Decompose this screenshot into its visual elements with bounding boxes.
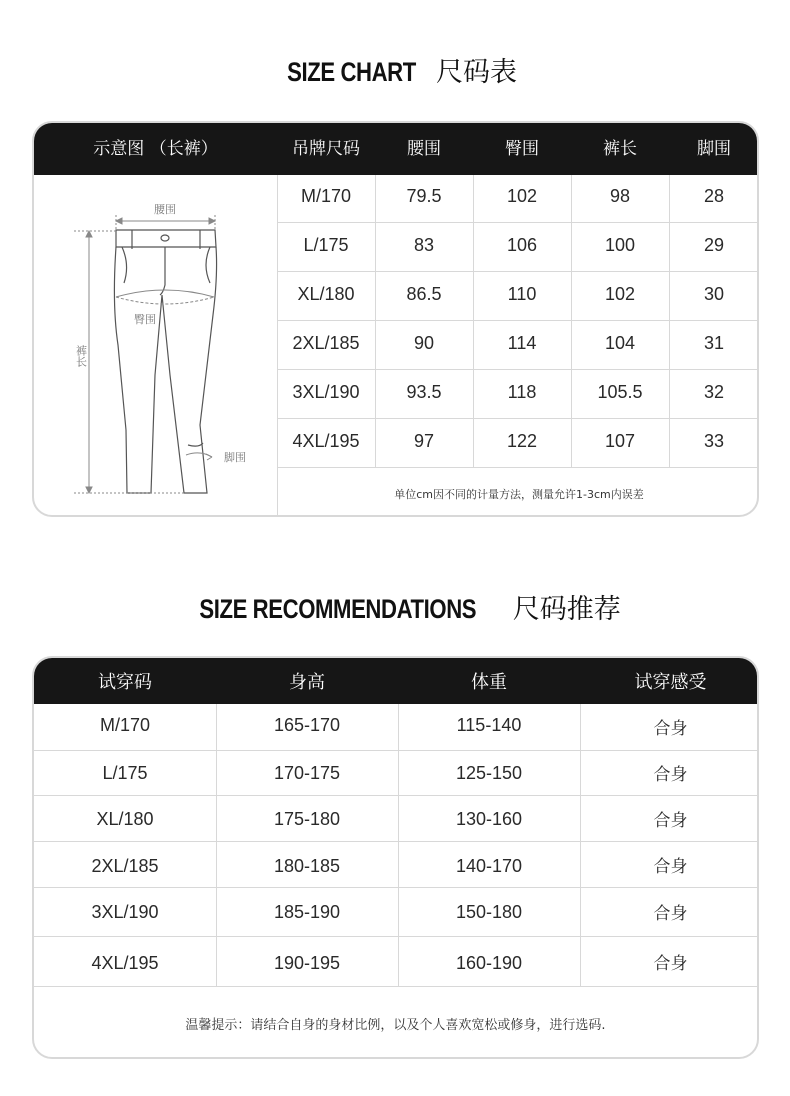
grid-line — [34, 841, 759, 842]
cell-weight: 115-140 — [456, 715, 522, 735]
cell-hem: 28 — [703, 186, 725, 206]
grid-line — [34, 986, 759, 987]
recommendations-header — [34, 658, 757, 704]
size-chart-table — [32, 121, 759, 517]
grid-line — [34, 795, 759, 796]
cell-waist: 83 — [413, 235, 435, 255]
grid-line — [277, 320, 759, 321]
measurement-note: 单位cm因不同的计量方法，测量允许1-3cm内误差 — [394, 488, 644, 501]
recommendations-title-zh: 尺码推荐 — [512, 594, 621, 625]
grid-line — [277, 418, 759, 419]
header-waist: 腰围 — [407, 139, 441, 159]
header-diagram: 示意图 （长裤） — [93, 139, 218, 159]
grid-line — [375, 175, 376, 467]
cell-hip: 118 — [507, 382, 537, 402]
header-tag-size: 吊牌尺码 — [292, 139, 360, 159]
diagram-label-hem: 脚围 — [224, 451, 246, 464]
cell-hip: 102 — [506, 186, 538, 206]
size-chart-header — [34, 123, 757, 175]
header-hem: 脚围 — [697, 139, 731, 159]
cell-fit: 合身 — [653, 765, 688, 784]
grid-line — [277, 369, 759, 370]
cell-size: 3XL/190 — [91, 902, 159, 922]
cell-size: M/170 — [300, 186, 352, 206]
cell-size: 3XL/190 — [292, 382, 360, 402]
cell-height: 190-195 — [273, 953, 341, 973]
cell-size: 2XL/185 — [292, 333, 360, 353]
cell-waist: 79.5 — [406, 186, 442, 206]
header-length: 裤长 — [603, 139, 637, 159]
cell-hem: 30 — [703, 284, 725, 304]
cell-hem: 33 — [703, 431, 725, 451]
grid-line — [34, 887, 759, 888]
recommendations-title-en: SIZE RECOMMENDATIONS — [199, 594, 477, 624]
cell-waist: 90 — [413, 333, 435, 353]
cell-fit: 合身 — [653, 719, 688, 738]
cell-hem: 32 — [703, 382, 725, 402]
hem-arrow-icon — [186, 453, 212, 460]
cell-hem: 31 — [703, 333, 725, 353]
diagram-label-length: 裤长 — [74, 345, 88, 367]
cell-size: XL/180 — [297, 284, 355, 304]
cell-weight: 160-190 — [455, 953, 523, 973]
cell-fit: 合身 — [653, 811, 688, 830]
pants-diagram — [34, 175, 277, 517]
cell-length: 98 — [609, 186, 631, 206]
grid-line — [669, 175, 670, 467]
cell-length: 100 — [604, 235, 636, 255]
header-fit-feeling: 试穿感受 — [634, 672, 707, 693]
cell-size: M/170 — [99, 715, 151, 735]
cell-height: 175-180 — [273, 809, 341, 829]
grid-line — [473, 175, 474, 467]
cell-hem: 29 — [703, 235, 725, 255]
cell-weight: 140-170 — [455, 856, 523, 876]
cell-hip: 122 — [506, 431, 538, 451]
hip-arrow-icon — [116, 290, 214, 304]
cell-size: L/175 — [303, 235, 349, 255]
recommendations-table — [32, 656, 759, 1059]
cell-fit: 合身 — [653, 954, 688, 973]
cell-size: 4XL/195 — [292, 431, 360, 451]
cell-height: 165-170 — [273, 715, 341, 735]
grid-line — [277, 467, 759, 468]
diagram-label-hip: 臀围 — [134, 313, 156, 326]
cell-length: 104 — [604, 333, 636, 353]
cell-fit: 合身 — [653, 904, 688, 923]
grid-line — [580, 704, 581, 986]
cell-height: 170-175 — [273, 763, 341, 783]
cell-waist: 86.5 — [406, 284, 442, 304]
cell-waist: 97 — [413, 431, 435, 451]
grid-line — [34, 750, 759, 751]
grid-line — [277, 222, 759, 223]
cell-size: L/175 — [102, 763, 148, 783]
size-chart-title-zh: 尺码表 — [436, 57, 517, 88]
grid-line — [398, 704, 399, 986]
cell-height: 180-185 — [273, 856, 341, 876]
recommendations-title — [0, 587, 790, 626]
grid-line — [216, 704, 217, 986]
cell-waist: 93.5 — [406, 382, 442, 402]
cell-height: 185-190 — [273, 902, 341, 922]
cell-size: 2XL/185 — [91, 856, 159, 876]
header-height: 身高 — [289, 672, 325, 693]
cell-hip: 110 — [507, 284, 537, 304]
grid-line — [34, 936, 759, 937]
cell-size: 4XL/195 — [91, 953, 159, 973]
diagram-label-waist: 腰围 — [154, 203, 176, 216]
cell-hip: 106 — [506, 235, 538, 255]
grid-line — [571, 175, 572, 467]
header-try-size: 试穿码 — [98, 672, 152, 693]
header-weight: 体重 — [471, 672, 507, 693]
size-chart-title-en: SIZE CHART — [287, 57, 416, 87]
cell-fit: 合身 — [653, 857, 688, 876]
length-arrow-icon — [74, 231, 184, 493]
cell-hip: 114 — [507, 333, 537, 353]
cell-weight: 150-180 — [455, 902, 523, 922]
header-hip: 臀围 — [505, 139, 539, 159]
size-chart-title — [0, 50, 790, 89]
fitting-tip: 温馨提示：请结合自身的身材比例，以及个人喜欢宽松或修身，进行选码. — [185, 1018, 606, 1033]
cell-length: 105.5 — [597, 382, 643, 402]
cell-size: XL/180 — [96, 809, 154, 829]
cell-weight: 125-150 — [455, 763, 523, 783]
cell-length: 107 — [604, 431, 636, 451]
waist-arrow-icon — [116, 215, 215, 229]
grid-line — [277, 271, 759, 272]
cell-length: 102 — [604, 284, 636, 304]
cell-weight: 130-160 — [455, 809, 523, 829]
